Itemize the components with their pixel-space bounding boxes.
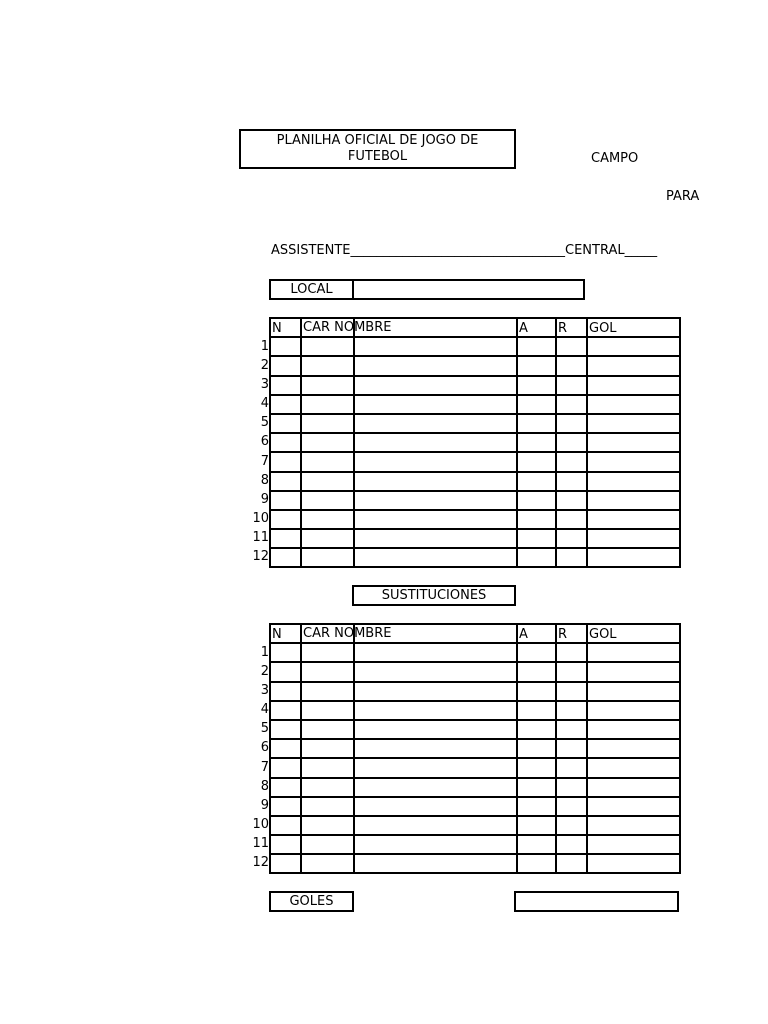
row-number: 7 <box>260 453 269 469</box>
n-cell[interactable] <box>270 376 301 395</box>
table-row <box>270 414 680 433</box>
n-cell[interactable] <box>270 643 301 662</box>
table-row <box>270 778 680 797</box>
a-cell[interactable] <box>517 529 556 548</box>
n-cell[interactable] <box>270 472 301 491</box>
gol-cell[interactable] <box>587 778 680 797</box>
n-cell[interactable] <box>270 720 301 739</box>
car-cell[interactable] <box>301 758 354 777</box>
r-cell[interactable] <box>556 529 587 548</box>
r-cell[interactable] <box>556 452 587 471</box>
gol-cell[interactable] <box>587 548 680 567</box>
row-number: 10 <box>252 816 269 832</box>
table-row <box>270 491 680 510</box>
form-title: PLANILHA OFICIAL DE JOGO DE FUTEBOL <box>276 133 479 164</box>
nombre-cell[interactable] <box>354 701 517 720</box>
gol-cell[interactable] <box>587 854 680 873</box>
nombre-cell[interactable] <box>354 682 517 701</box>
a-cell[interactable] <box>517 472 556 491</box>
table-row <box>270 337 680 356</box>
gol-cell[interactable] <box>587 510 680 529</box>
car-cell[interactable] <box>301 854 354 873</box>
row-number: 11 <box>252 529 269 545</box>
car-cell[interactable] <box>301 433 354 452</box>
a-cell[interactable] <box>517 835 556 854</box>
a-cell[interactable] <box>517 682 556 701</box>
car-cell[interactable] <box>301 356 354 375</box>
table-row <box>270 376 680 395</box>
para-label: PARA <box>666 189 700 204</box>
nombre-cell[interactable] <box>354 739 517 758</box>
goals-label: GOLES <box>289 894 334 909</box>
table-header-row <box>270 624 680 643</box>
row-numbers-table-2 <box>243 643 269 872</box>
nombre-cell[interactable] <box>354 758 517 777</box>
gol-cell[interactable] <box>587 739 680 758</box>
nombre-cell[interactable] <box>354 337 517 356</box>
row-number: 5 <box>260 415 269 431</box>
car-cell[interactable] <box>301 548 354 567</box>
gol-cell[interactable] <box>587 433 680 452</box>
gol-cell[interactable] <box>587 395 680 414</box>
n-cell[interactable] <box>270 835 301 854</box>
nombre-cell[interactable] <box>354 529 517 548</box>
table-row <box>270 510 680 529</box>
r-cell[interactable] <box>556 643 587 662</box>
table-row <box>270 529 680 548</box>
car-cell[interactable] <box>301 739 354 758</box>
nombre-cell[interactable] <box>354 491 517 510</box>
car-cell[interactable] <box>301 414 354 433</box>
r-cell[interactable] <box>556 433 587 452</box>
car-cell[interactable] <box>301 376 354 395</box>
goals-label-box <box>269 891 354 912</box>
car-cell[interactable] <box>301 662 354 681</box>
table-row <box>270 835 680 854</box>
col-header-n: N <box>270 624 301 643</box>
r-cell[interactable] <box>556 720 587 739</box>
n-cell[interactable] <box>270 510 301 529</box>
r-cell[interactable] <box>556 472 587 491</box>
row-number: 8 <box>260 778 269 794</box>
substitutions-table-body <box>270 643 680 873</box>
table-row <box>270 816 680 835</box>
col-header-n: N <box>270 318 301 337</box>
table-header-row <box>270 318 680 337</box>
nombre-cell[interactable] <box>354 376 517 395</box>
gol-cell[interactable] <box>587 414 680 433</box>
col-header-car <box>301 624 392 643</box>
col-header-car-nombre: CAR NOMBRE <box>303 626 392 642</box>
gol-cell[interactable] <box>587 643 680 662</box>
substitutions-table <box>269 623 681 874</box>
row-number: 1 <box>260 645 269 660</box>
row-number: 5 <box>260 721 269 737</box>
row-numbers-table-1 <box>243 337 269 566</box>
r-cell[interactable] <box>556 797 587 816</box>
table-row <box>270 701 680 720</box>
table-row <box>270 854 680 873</box>
n-cell[interactable] <box>270 739 301 758</box>
players-table <box>269 317 681 568</box>
row-number: 1 <box>260 339 269 354</box>
r-cell[interactable] <box>556 548 587 567</box>
n-cell[interactable] <box>270 414 301 433</box>
a-cell[interactable] <box>517 337 556 356</box>
a-cell[interactable] <box>517 414 556 433</box>
table-row <box>270 472 680 491</box>
r-cell[interactable] <box>556 376 587 395</box>
n-cell[interactable] <box>270 758 301 777</box>
col-header-car <box>301 318 392 337</box>
nombre-cell[interactable] <box>354 720 517 739</box>
row-number: 6 <box>260 740 269 756</box>
goals-field[interactable] <box>514 891 679 912</box>
gol-cell[interactable] <box>587 529 680 548</box>
n-cell[interactable] <box>270 356 301 375</box>
table-row <box>270 548 680 567</box>
a-cell[interactable] <box>517 491 556 510</box>
gol-cell[interactable] <box>587 720 680 739</box>
form-title-box <box>239 129 516 169</box>
r-cell[interactable] <box>556 701 587 720</box>
gol-cell[interactable] <box>587 797 680 816</box>
gol-cell[interactable] <box>587 758 680 777</box>
row-number: 11 <box>252 835 269 851</box>
gol-cell[interactable] <box>587 491 680 510</box>
car-cell[interactable] <box>301 337 354 356</box>
car-cell[interactable] <box>301 472 354 491</box>
a-cell[interactable] <box>517 395 556 414</box>
n-cell[interactable] <box>270 395 301 414</box>
n-cell[interactable] <box>270 337 301 356</box>
nombre-cell[interactable] <box>354 797 517 816</box>
a-cell[interactable] <box>517 356 556 375</box>
table-row <box>270 720 680 739</box>
a-cell[interactable] <box>517 643 556 662</box>
row-number: 2 <box>260 664 269 680</box>
a-cell[interactable] <box>517 433 556 452</box>
n-cell[interactable] <box>270 662 301 681</box>
table-row <box>270 356 680 375</box>
n-cell[interactable] <box>270 433 301 452</box>
n-cell[interactable] <box>270 452 301 471</box>
a-cell[interactable] <box>517 452 556 471</box>
a-cell[interactable] <box>517 720 556 739</box>
gol-cell[interactable] <box>587 376 680 395</box>
a-cell[interactable] <box>517 758 556 777</box>
substitutions-label: SUSTITUCIONES <box>381 588 487 603</box>
r-cell[interactable] <box>556 356 587 375</box>
nombre-cell[interactable] <box>354 472 517 491</box>
row-number: 6 <box>260 434 269 450</box>
substitutions-label-box <box>352 585 516 606</box>
row-number: 12 <box>252 549 269 565</box>
local-team-field[interactable] <box>352 279 585 300</box>
table-row <box>270 682 680 701</box>
col-header-car-nombre: CAR NOMBRE <box>303 320 392 336</box>
car-cell[interactable] <box>301 643 354 662</box>
gol-cell[interactable] <box>587 835 680 854</box>
car-cell[interactable] <box>301 529 354 548</box>
nombre-cell[interactable] <box>354 778 517 797</box>
car-cell[interactable] <box>301 835 354 854</box>
a-cell[interactable] <box>517 510 556 529</box>
row-number: 8 <box>260 472 269 488</box>
r-cell[interactable] <box>556 395 587 414</box>
row-number: 10 <box>252 510 269 526</box>
gol-cell[interactable] <box>587 682 680 701</box>
a-cell[interactable] <box>517 778 556 797</box>
table-row <box>270 739 680 758</box>
row-number: 7 <box>260 759 269 775</box>
gol-cell[interactable] <box>587 356 680 375</box>
r-cell[interactable] <box>556 854 587 873</box>
car-cell[interactable] <box>301 816 354 835</box>
r-cell[interactable] <box>556 682 587 701</box>
r-cell[interactable] <box>556 662 587 681</box>
a-cell[interactable] <box>517 797 556 816</box>
gol-cell[interactable] <box>587 816 680 835</box>
table-row <box>270 433 680 452</box>
row-number: 12 <box>252 855 269 871</box>
nombre-cell[interactable] <box>354 548 517 567</box>
table-row <box>270 758 680 777</box>
r-cell[interactable] <box>556 510 587 529</box>
n-cell[interactable] <box>270 797 301 816</box>
r-cell[interactable] <box>556 739 587 758</box>
players-table-body <box>270 337 680 567</box>
n-cell[interactable] <box>270 701 301 720</box>
n-cell[interactable] <box>270 682 301 701</box>
a-cell[interactable] <box>517 376 556 395</box>
a-cell[interactable] <box>517 816 556 835</box>
col-header-r: R <box>556 318 587 337</box>
row-number: 3 <box>260 683 269 699</box>
row-number: 9 <box>260 491 269 507</box>
table-row <box>270 395 680 414</box>
a-cell[interactable] <box>517 739 556 758</box>
n-cell[interactable] <box>270 491 301 510</box>
car-cell[interactable] <box>301 797 354 816</box>
gol-cell[interactable] <box>587 452 680 471</box>
r-cell[interactable] <box>556 491 587 510</box>
col-header-gol: GOL <box>587 624 680 643</box>
nombre-cell[interactable] <box>354 854 517 873</box>
n-cell[interactable] <box>270 529 301 548</box>
gol-cell[interactable] <box>587 701 680 720</box>
a-cell[interactable] <box>517 548 556 567</box>
nombre-cell[interactable] <box>354 643 517 662</box>
r-cell[interactable] <box>556 835 587 854</box>
col-header-r: R <box>556 624 587 643</box>
nombre-cell[interactable] <box>354 433 517 452</box>
a-cell[interactable] <box>517 701 556 720</box>
nombre-cell[interactable] <box>354 414 517 433</box>
row-number: 2 <box>260 358 269 374</box>
car-cell[interactable] <box>301 778 354 797</box>
car-cell[interactable] <box>301 395 354 414</box>
gol-cell[interactable] <box>587 662 680 681</box>
campo-label: CAMPO <box>591 151 639 166</box>
n-cell[interactable] <box>270 778 301 797</box>
r-cell[interactable] <box>556 816 587 835</box>
nombre-cell[interactable] <box>354 816 517 835</box>
n-cell[interactable] <box>270 854 301 873</box>
nombre-cell[interactable] <box>354 395 517 414</box>
col-header-gol: GOL <box>587 318 680 337</box>
table-row <box>270 797 680 816</box>
r-cell[interactable] <box>556 337 587 356</box>
nombre-cell[interactable] <box>354 356 517 375</box>
car-cell[interactable] <box>301 452 354 471</box>
car-cell[interactable] <box>301 720 354 739</box>
n-cell[interactable] <box>270 816 301 835</box>
nombre-cell[interactable] <box>354 510 517 529</box>
table-row <box>270 643 680 662</box>
nombre-cell[interactable] <box>354 452 517 471</box>
nombre-cell[interactable] <box>354 662 517 681</box>
car-cell[interactable] <box>301 682 354 701</box>
gol-cell[interactable] <box>587 337 680 356</box>
a-cell[interactable] <box>517 662 556 681</box>
r-cell[interactable] <box>556 778 587 797</box>
r-cell[interactable] <box>556 414 587 433</box>
nombre-cell[interactable] <box>354 835 517 854</box>
car-cell[interactable] <box>301 491 354 510</box>
car-cell[interactable] <box>301 701 354 720</box>
col-header-a: A <box>517 624 556 643</box>
col-header-a: A <box>517 318 556 337</box>
local-label-box <box>269 279 354 300</box>
local-label: LOCAL <box>290 282 333 297</box>
row-number: 3 <box>260 377 269 393</box>
r-cell[interactable] <box>556 758 587 777</box>
table-row <box>270 452 680 471</box>
table-row <box>270 662 680 681</box>
row-number: 9 <box>260 797 269 813</box>
assistente-central-line: ASSISTENTE_________________________________CENTRAL_____ <box>271 243 658 258</box>
a-cell[interactable] <box>517 854 556 873</box>
row-number: 4 <box>260 396 269 412</box>
row-number: 4 <box>260 702 269 718</box>
car-cell[interactable] <box>301 510 354 529</box>
n-cell[interactable] <box>270 548 301 567</box>
gol-cell[interactable] <box>587 472 680 491</box>
